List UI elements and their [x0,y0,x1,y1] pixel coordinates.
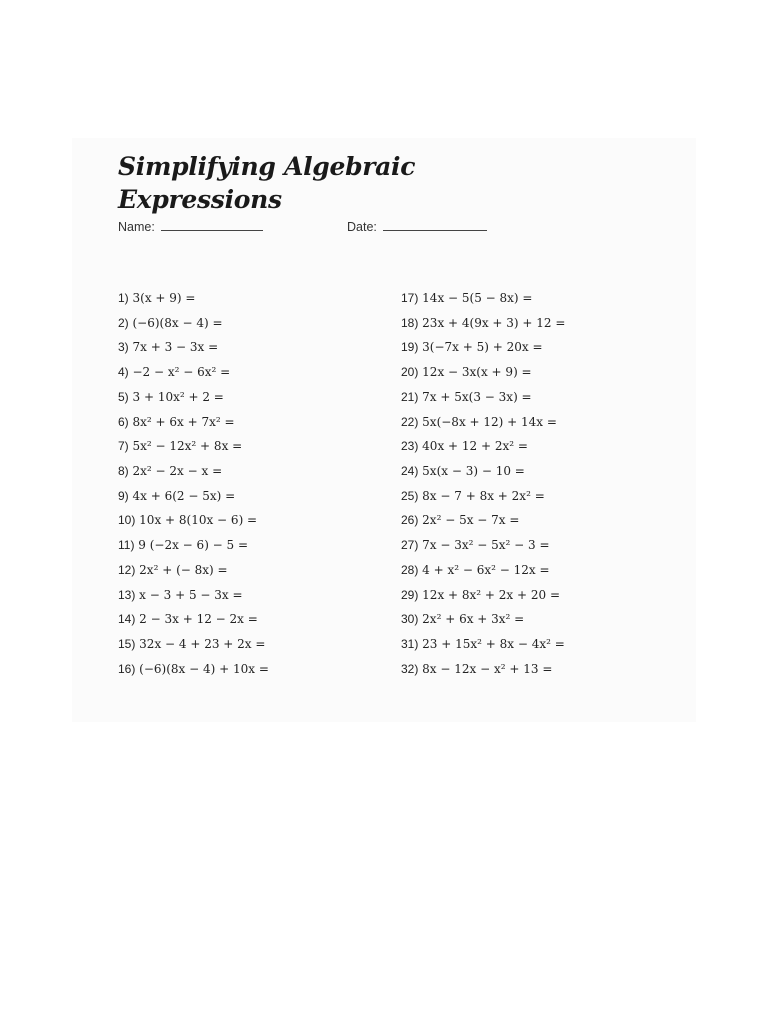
problem-expression: 4x + 6(2 − 5x) = [132,488,236,503]
problem-item [118,607,269,632]
problem-item [401,508,565,533]
problem-expression: 7x − 3x² − 5x² − 3 = [422,538,550,553]
problem-item [401,311,565,336]
title-line-2: Expressions [118,185,282,214]
problem-expression: 2x² − 2x − x = [132,464,223,479]
problem-item [118,434,269,459]
problem-number: 13) [118,587,136,602]
problem-item [118,335,269,360]
problem-item [118,311,269,336]
problem-expression: 3 + 10x² + 2 = [132,389,224,404]
problem-item [401,434,565,459]
problem-expression: 7x + 5x(3 − 3x) = [422,389,532,404]
problem-number: 25) [401,488,419,503]
problem-number: 19) [401,340,419,355]
problem-item [118,484,269,509]
problem-expression: 14x − 5(5 − 8x) = [422,291,533,305]
problem-item [401,657,565,682]
problem-expression: 5x(x − 3) − 10 = [422,464,525,479]
problem-number: 23) [401,439,419,454]
problem-item [118,459,269,484]
problem-number: 8) [118,464,129,479]
problem-number: 9) [118,488,129,503]
problem-item [118,632,269,657]
name-field [118,218,263,234]
name-blank-line [161,218,263,231]
problem-number: 30) [401,612,419,627]
title-line-1: Simplifying Algebraic [118,152,416,181]
date-blank-line [383,218,487,231]
problem-expression: 23 + 15x² + 8x − 4x² = [422,637,565,652]
problem-number: 16) [118,661,136,676]
problem-item [401,335,565,360]
problem-item [401,558,565,583]
problem-number: 14) [118,612,136,627]
problem-item [118,508,269,533]
problem-item [401,459,565,484]
problem-expression: 23x + 4(9x + 3) + 12 = [422,315,566,330]
problem-number: 11) [118,538,135,553]
problem-item [401,583,565,608]
problem-number: 17) [401,291,419,305]
worksheet-title [118,150,415,216]
problem-number: 20) [401,365,419,380]
problem-number: 3) [118,340,129,355]
problem-number: 7) [118,439,129,454]
problem-item [118,286,269,311]
problem-number: 12) [118,562,136,577]
problem-expression: 5x² − 12x² + 8x = [132,439,243,454]
problem-expression: 12x − 3x(x + 9) = [422,365,532,380]
name-label: Name: [118,220,155,234]
problem-item [401,607,565,632]
problem-expression: 12x + 8x² + 2x + 20 = [422,587,561,602]
problem-item [401,286,565,311]
date-label: Date: [347,220,377,234]
problem-expression: 8x² + 6x + 7x² = [132,414,235,429]
date-field [347,218,487,234]
problem-number: 26) [401,513,419,528]
problem-item [118,533,269,558]
problem-expression: 40x + 12 + 2x² = [422,439,528,454]
problem-expression: 2 − 3x + 12 − 2x = [139,612,258,627]
problem-number: 27) [401,538,419,553]
problem-number: 15) [118,637,136,652]
problem-expression: 4 + x² − 6x² − 12x = [422,562,550,577]
problem-number: 4) [118,365,129,380]
problem-number: 28) [401,562,419,577]
problem-expression: 2x² − 5x − 7x = [422,513,520,528]
problem-expression: 8x − 12x − x² + 13 = [422,661,553,676]
problem-expression: 2x² + (− 8x) = [139,562,228,577]
problem-number: 6) [118,414,129,429]
problem-item [401,385,565,410]
problem-list-right [401,286,565,682]
problem-expression: 8x − 7 + 8x + 2x² = [422,488,545,503]
problem-number: 5) [118,389,129,404]
problem-item [118,558,269,583]
problem-number: 2) [118,315,129,330]
problem-expression: 3(−7x + 5) + 20x = [422,340,543,355]
problem-number: 21) [401,389,419,404]
problem-number: 18) [401,315,419,330]
problem-item [118,385,269,410]
problem-item [118,410,269,435]
problem-expression: x − 3 + 5 − 3x = [139,587,243,602]
problem-item [401,484,565,509]
problem-expression: 3(x + 9) = [132,291,196,305]
problem-number: 31) [401,637,419,652]
problem-item [401,632,565,657]
problem-expression: 32x − 4 + 23 + 2x = [139,637,266,652]
problem-expression: 2x² + 6x + 3x² = [422,612,525,627]
problem-number: 10) [118,513,136,528]
problem-item [401,410,565,435]
problem-item [118,657,269,682]
problem-expression: 5x(−8x + 12) + 14x = [422,414,557,429]
problem-number: 32) [401,661,419,676]
problem-number: 1) [118,291,129,305]
problem-item [401,533,565,558]
problem-item [118,583,269,608]
problem-expression: 10x + 8(10x − 6) = [139,513,258,528]
problem-expression: (−6)(8x − 4) + 10x = [139,661,269,676]
problem-list-left [118,286,269,682]
problem-expression: 7x + 3 − 3x = [132,340,219,355]
problem-expression: −2 − x² − 6x² = [132,365,231,380]
problem-expression: 9 (−2x − 6) − 5 = [138,538,249,553]
problem-number: 24) [401,464,419,479]
problem-expression: (−6)(8x − 4) = [132,315,223,330]
problem-item [401,360,565,385]
problem-number: 29) [401,587,419,602]
problem-item [118,360,269,385]
problem-number: 22) [401,414,419,429]
